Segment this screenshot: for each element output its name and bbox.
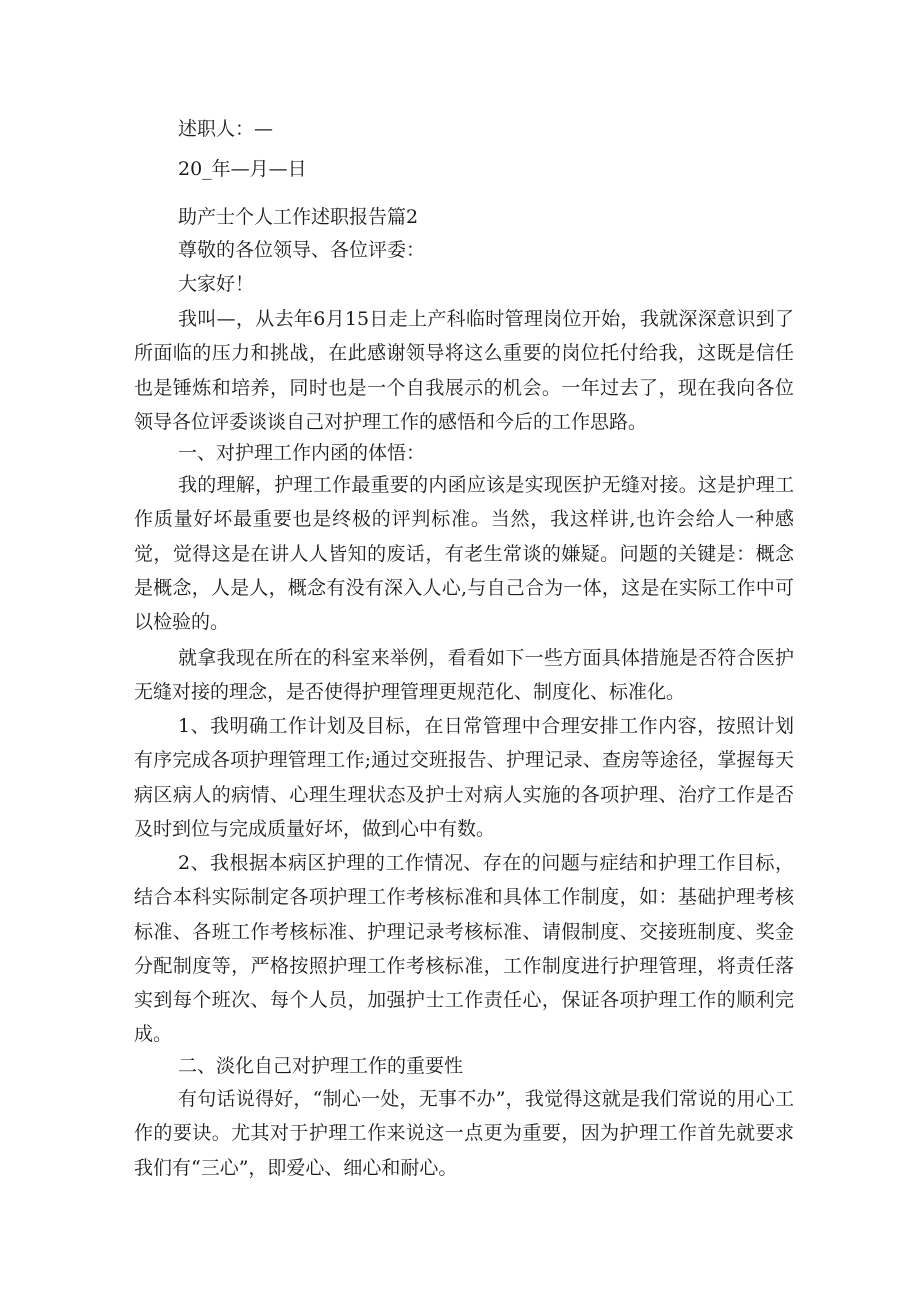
closing-paragraph: 有句话说得好，“制心一处，无事不办”，我觉得这就是我们常说的用心工作的要诀。尤其对于护理工作来说这一点更为重要，因为护理工作首先就要求我们有“三心”，即爱心、细心和耐心。 xyxy=(134,1088,794,1179)
report-title: 助产士个人工作述职报告篇2 xyxy=(178,206,419,228)
greeting: 大家好！ xyxy=(178,273,255,295)
measure-1-paragraph: 1、我明确工作计划及目标，在日常管理中合理安排工作内容，按照计划有序完成各项护理管理工作;通过交班报告、护理记录、查房等途径，掌握每天病区病人的病情、心理生理状态及护士对病人实施的各项护理、治疗工作是否及时到位与完成质量好坏，做到心中有数。 xyxy=(134,715,794,840)
signature-line: 述职人：— xyxy=(178,118,274,140)
salutation: 尊敬的各位领导、各位评委： xyxy=(178,239,426,261)
understanding-paragraph: 我的理解，护理工作最重要的内函应该是实现医护无缝对接。这是护理工作质量好坏最重要也是终极的评判标准。当然，我这样讲,也许会给人一种感觉，觉得这是在讲人人皆知的废话，有老生常谈的嫌疑。问题的关键是：概念是概念，人是人，概念有没有深入人心,与自己合为一体，这是在实际工作中可以检验的。 xyxy=(134,474,794,634)
section-heading-1: 一、对护理工作内函的体悟： xyxy=(178,442,426,464)
section-heading-2: 二、淡化自己对护理工作的重要性 xyxy=(178,1055,464,1077)
intro-paragraph: 我叫—，从去年6月15日走上产科临时管理岗位开始，我就深深意识到了所面临的压力和挑战，在此感谢领导将这么重要的岗位托付给我，这既是信任也是锤炼和培养，同时也是一个自我展示的机会。一年过去了，现在我向各位领导各位评委谈谈自己对护理工作的感悟和今后的工作思路。 xyxy=(134,308,794,433)
date-line: 20_年—月—日 xyxy=(178,158,307,180)
measure-2-paragraph: 2、我根据本病区护理的工作情况、存在的问题与症结和护理工作目标，结合本科实际制定各项护理工作考核标准和具体工作制度，如：基础护理考核标准、各班工作考核标准、护理记录考核标准、请假制度、交接班制度、奖金分配制度等，严格按照护理工作考核标准，工作制度进行护理管理，将责任落实到每个班次、每个人员，加强护士工作责任心，保证各项护理工作的顺利完成。 xyxy=(134,852,794,1046)
example-paragraph: 就拿我现在所在的科室来举例，看看如下一些方面具体措施是否符合医护无缝对接的理念，是否使得护理管理更规范化、制度化、标准化。 xyxy=(134,647,794,704)
